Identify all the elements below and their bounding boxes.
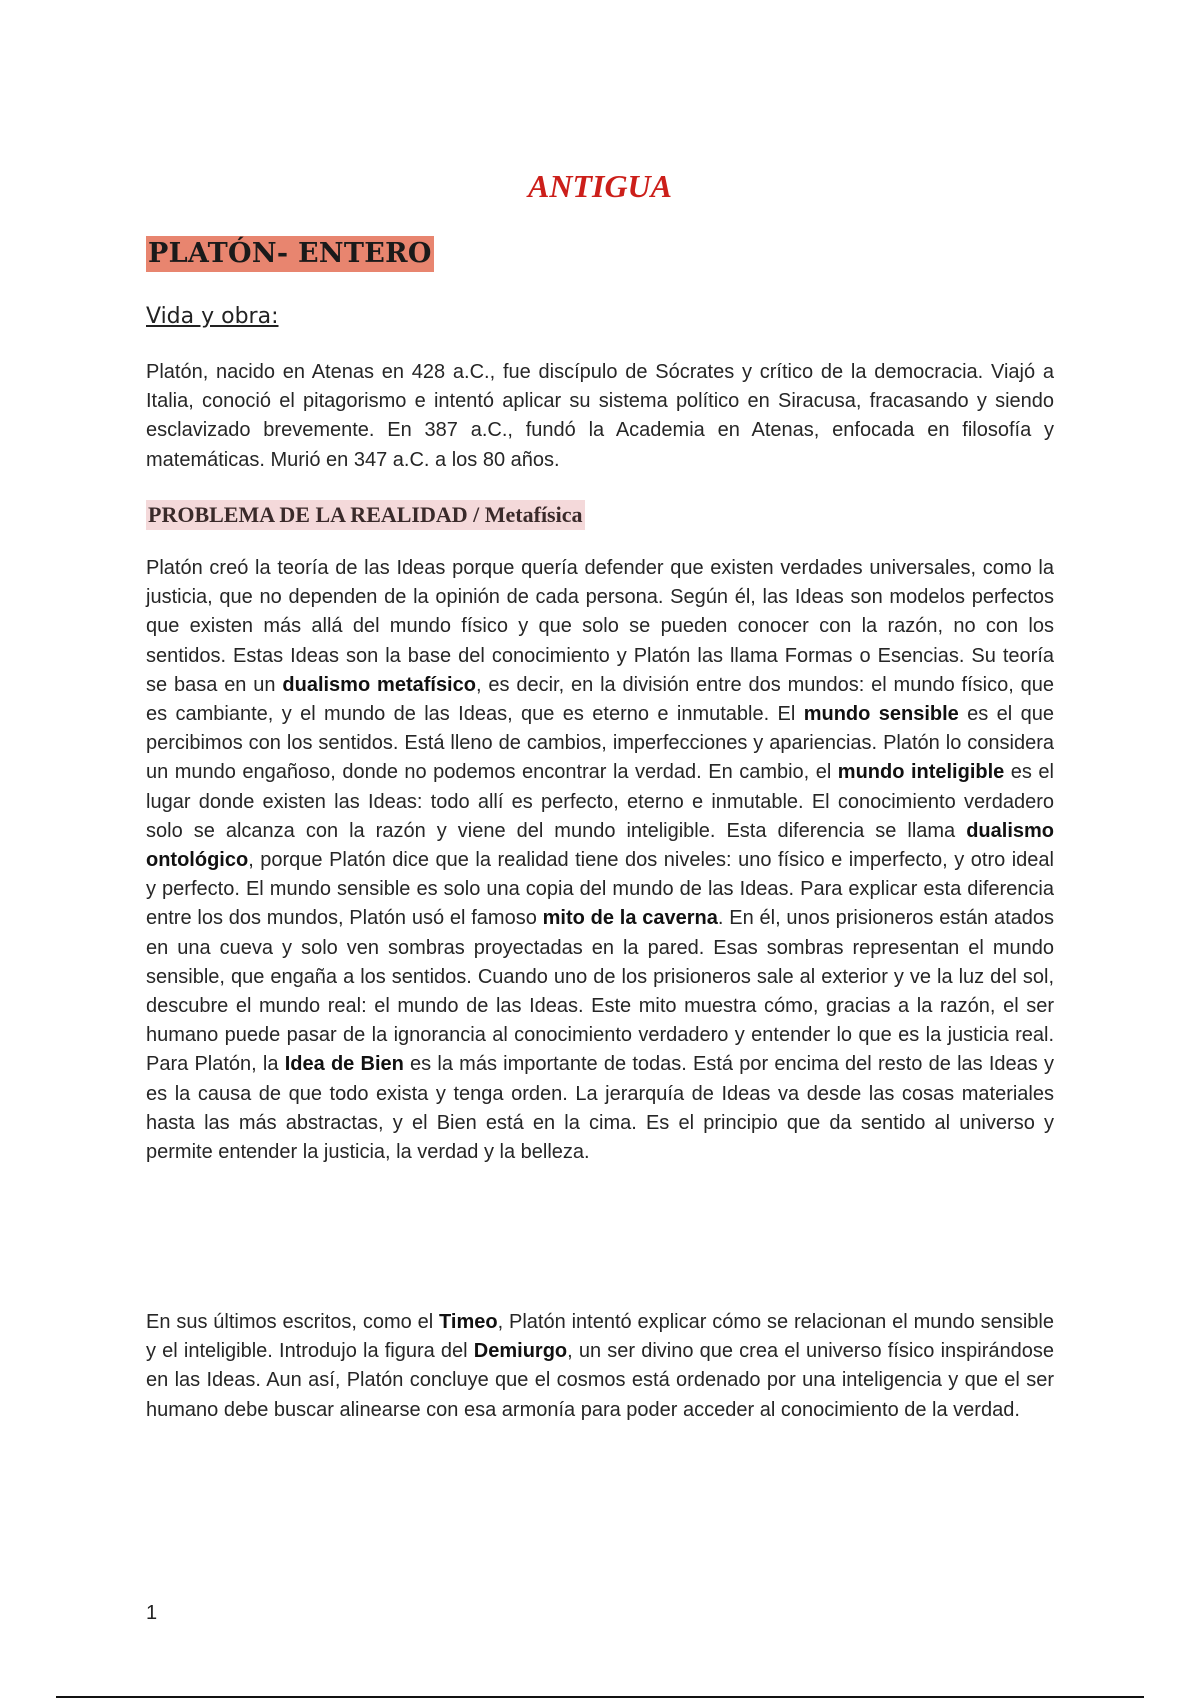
text-run: , es decir, en la división entre dos mundos: el mundo físico, que es cambiante, y el mundo de las Ideas, que es eterno e inmutable. El [146, 673, 1055, 726]
subheading-vida-y-obra: Vida y obra: [146, 304, 279, 329]
paragraph-vida-y-obra: Platón, nacido en Atenas en 428 a.C., fue discípulo de Sócrates y crítico de la democracia. Viajó a Italia, conoció el pitagorismo e intentó aplicar su sistema político en Siracusa, fracasando y siendo esclavizado brevemente. En 387 a.C., fundó la Academia en Atenas, enfocada en filosofía y matemáticas. Murió en 347 a.C. a los 80 años. [146, 361, 1054, 471]
section-heading-platon: PLATÓN- ENTERO [146, 236, 434, 272]
text-run: , porque Platón dice que la realidad tiene dos niveles: uno físico e imperfecto, y otro ideal y perfecto. El mundo sensible es solo una copia del mundo de las Ideas. Para explicar esta diferencia entre los dos mundos, Platón usó el famoso [146, 849, 1054, 930]
footer-divider [56, 1696, 1144, 1698]
bold-term-mundo-sensible: mundo sensible [803, 703, 959, 726]
bold-term-timeo: Timeo [439, 1311, 498, 1333]
text-run: es el lugar donde existen las Ideas: todo allí es perfecto, eterno e inmutable. El conocimiento verdadero solo se alcanza con la razón y viene del mundo inteligible. Esta diferencia se llama [146, 761, 1054, 842]
text-run: En sus últimos escritos, como el [146, 1311, 440, 1333]
paragraph-teoria-ideas [146, 554, 1054, 1167]
page-number: 1 [146, 1602, 158, 1624]
text-run: es el que percibimos con los sentidos. Está lleno de cambios, imperfecciones y apariencias. Platón lo considera un mundo engañoso, donde no podemos encontrar la verdad. En cambio, el [146, 703, 1054, 784]
bold-term-mundo-inteligible: mundo inteligible [837, 761, 1005, 784]
text-run: . En él, unos prisioneros están atados en una cueva y solo ven sombras proyectadas en la pared. Esas sombras representan el mundo sensible, que engaña a los sentidos. Cuando uno de los prisioneros sale al exterior y ve la luz del sol, descubre el mundo real: el mundo de las Ideas. Este mito muestra cómo, gracias a la razón, el ser humano puede pasar de la ignorancia al conocimiento verdadero y entender lo que es la justicia real. Para Platón, la [146, 907, 1055, 1076]
page-title: ANTIGUA [527, 168, 672, 204]
section-heading-problema-realidad: PROBLEMA DE LA REALIDAD / Metafísica [146, 500, 585, 530]
bold-term-idea-de-bien: Idea de Bien [284, 1053, 404, 1076]
text-run: , un ser divino que crea el universo físico inspirándose en las Ideas. Aun así, Platón concluye que el cosmos está ordenado por una inteligencia y que el ser humano debe buscar alinearse con esa armonía para poder acceder al conocimiento de la verdad. [146, 1340, 1054, 1421]
bold-term-dualismo-metafisico: dualismo metafísico [282, 673, 476, 696]
paragraph-timeo-demiurgo [146, 1308, 1054, 1425]
bold-term-demiurgo: Demiurgo [473, 1340, 568, 1363]
text-run: Platón creó la teoría de las Ideas porque quería defender que existen verdades universales, como la justicia, que no dependen de la opinión de cada persona. Según él, las Ideas son modelos perfectos que existen más allá del mundo físico y que solo se pueden conocer con la razón, no con los sentidos. Estas Ideas son la base del conocimiento y Platón las llama Formas o Esencias. Su teoría se basa en un [146, 557, 1054, 696]
bold-term-mito-caverna: mito de la caverna [542, 907, 718, 930]
text-run: , Platón intentó explicar cómo se relacionan el mundo sensible y el inteligible. Introdujo la figura del [146, 1311, 1054, 1363]
text-run: es la más importante de todas. Está por encima del resto de las Ideas y es la causa de que todo exista y tenga orden. La jerarquía de Ideas va desde las cosas materiales hasta las más abstractas, y el Bien está en la cima. Es el principio que da sentido al universo y permite entender la justicia, la verdad y la belleza. [146, 1053, 1054, 1164]
bold-term-dualismo-ontologico: dualismo ontológico [146, 819, 1054, 872]
